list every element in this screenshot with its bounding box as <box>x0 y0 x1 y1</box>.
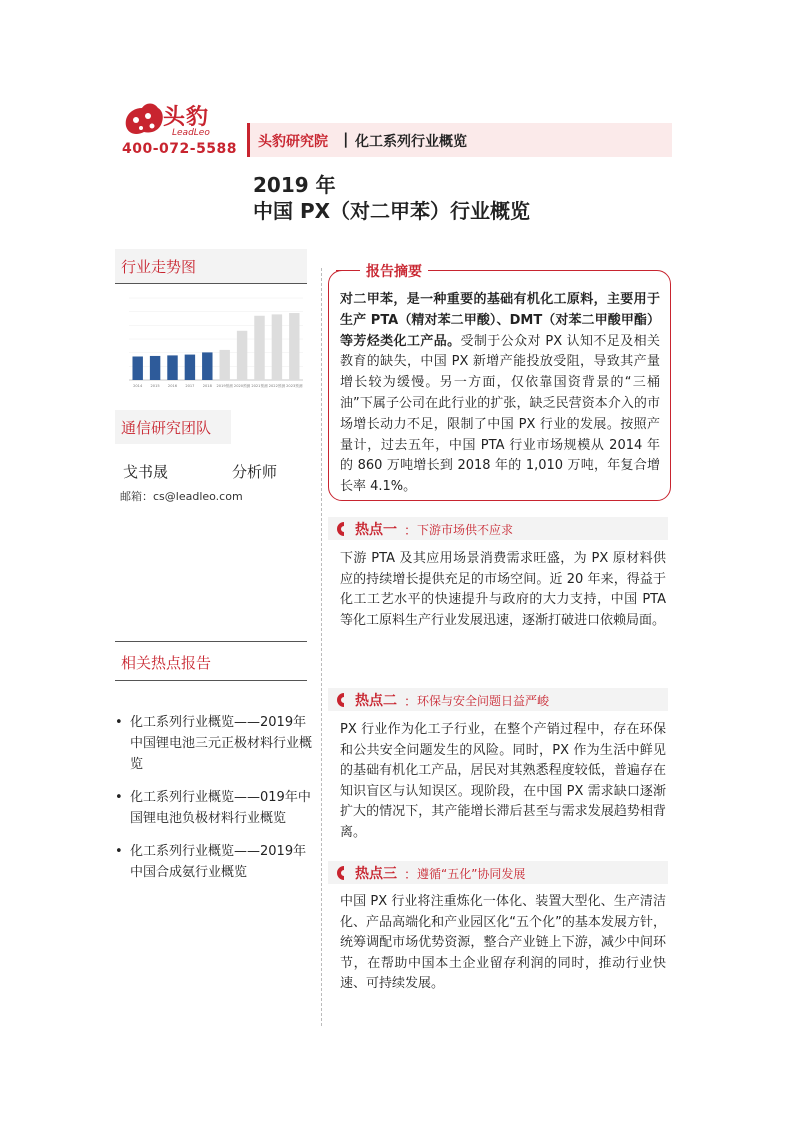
column-divider <box>321 268 322 1026</box>
trend-chart <box>115 292 307 392</box>
hotspot-1-topic: 下游市场供不应求 <box>417 523 514 537</box>
half-circle-marker-icon <box>332 692 348 708</box>
related-report-item[interactable]: • 化工系列行业概览——2019年中国锂电池三元正极材料行业概览 <box>115 712 315 775</box>
chart-bar <box>219 350 229 380</box>
hotspot-3-label: 热点三 <box>355 866 397 882</box>
chart-x-tick-label: 2022预测 <box>268 384 286 388</box>
chart-x-tick-label: 2014 <box>133 384 143 388</box>
hotspot-3-bar <box>328 861 668 884</box>
header-separator: | <box>343 130 349 148</box>
summary-label: 报告摘要 <box>360 261 428 281</box>
related-bottom-rule <box>115 680 307 681</box>
related-report-list <box>115 712 315 895</box>
hotspot-2-label: 热点二 <box>355 693 397 709</box>
analyst-role: 分析师 <box>232 463 278 481</box>
hotspot-2-text: PX 行业作为化工子行业，在整个产销过程中，存在环保和公共安全问题发生的风险。同时，PX 作为生活中鲜见的基础有机化工产品，居民对其熟悉程度较低，普遍存在知识盲区与认知误区。现阶段，在中国 PX 需求缺口逐渐扩大的情况下，其产能增长滞后甚至与需求发展趋势相背离。 <box>340 722 666 840</box>
header-bar <box>247 123 672 157</box>
title-year: 2019 年 <box>253 173 336 197</box>
hotspot-1-separator: ： <box>404 524 418 539</box>
chart-bar <box>254 316 264 380</box>
chart-x-tick-label: 2016 <box>167 384 178 388</box>
chart-bar <box>132 356 142 380</box>
chart-x-tick-label: 2015 <box>150 384 160 388</box>
half-circle-marker-icon <box>332 521 348 537</box>
chart-bar <box>167 355 177 380</box>
analyst-name: 戈书晟 <box>123 463 169 481</box>
chart-bar <box>150 356 160 380</box>
chart-x-tick-label: 2017 <box>185 384 195 388</box>
brand-name-cn: 头豹 <box>163 105 210 130</box>
summary-body-text: 受制于公众对 PX 认知不足及相关教育的缺失，中国 PX 新增产能投放受阻，导致其产量增长较为缓慢。另一方面，仅依靠国资背景的“三桶油”下属子公司在此行业的扩张，缺乏民营资本介入的市场增长动力不足，限制了中国 PX 行业的发展。按照产量计，过去五年，中国 PTA 行业市场规模从 2014 年的 860 万吨增长到 2018 年的 1,010 万吨，年复合增长率 4.1%。 <box>340 333 660 495</box>
brand-phone: 400-072-5588 <box>122 141 238 157</box>
hotspot-3-text: 中国 PX 行业将注重炼化一体化、装置大型化、生产清洁化、产品高端化和产业园区化“五个化”的基本发展方针，统筹调配市场优势资源，整合产业链上下游，减少中间环节，在帮助中国本土企业留存利润的同时，推动行业快速、可持续发展。 <box>340 894 666 992</box>
header-org: 头豹研究院 <box>258 134 328 150</box>
page-title: 中国 PX（对二甲苯）行业概览 <box>253 199 531 223</box>
chart-x-tick-label: 2021预测 <box>251 384 268 388</box>
hotspot-1-text: 下游 PTA 及其应用场景消费需求旺盛，为 PX 原材料供应的持续增长提供充足的市场空间。近 20 年来，得益于化工工艺水平的快速提升与政府的大力支持，中国 PTA 等化工原料生产行业发展迅速，逐渐打破进口依赖局面。 <box>340 551 666 628</box>
related-report-item[interactable]: • 化工系列行业概览——2019年中国合成氨行业概览 <box>115 841 315 883</box>
related-top-rule <box>115 641 307 642</box>
summary-bold-text: 对二甲苯，是一种重要的基础有机化工原料，主要用于生产 PTA（精对苯二甲酸）、DMT（对苯二甲酸甲酯）等芳烃类化工产品。 <box>340 292 660 349</box>
trend-heading-rule <box>115 283 307 284</box>
analyst-email: 邮箱：cs@leadleo.com <box>120 490 243 503</box>
related-heading: 相关热点报告 <box>115 645 307 679</box>
trend-heading: 行业走势图 <box>115 249 307 283</box>
chart-bar <box>289 313 299 380</box>
hotspot-3-topic: 遵循“五化”协同发展 <box>417 867 526 881</box>
chart-bar <box>185 355 195 380</box>
chart-bar <box>272 314 282 380</box>
hotspot-3-separator: ： <box>404 868 418 883</box>
chart-x-tick-label: 2020预测 <box>233 384 251 388</box>
chart-x-tick-label: 2019预测 <box>216 384 233 388</box>
chart-bar <box>237 331 247 380</box>
brand-name-en: LeadLeo <box>172 128 210 138</box>
related-report-item[interactable]: • 化工系列行业概览——019年中国锂电池负极材料行业概览 <box>115 787 315 829</box>
half-circle-marker-icon <box>332 865 348 881</box>
summary-text <box>340 290 660 498</box>
chart-x-tick-label: 2023预测 <box>286 384 303 388</box>
hotspot-2-bar <box>328 688 668 711</box>
hotspot-2-separator: ： <box>404 695 418 710</box>
chart-x-tick-label: 2018 <box>202 384 212 388</box>
hotspot-2-topic: 环保与安全问题日益严峻 <box>417 694 550 708</box>
hotspot-1-bar <box>328 517 668 540</box>
hotspot-1-label: 热点一 <box>355 522 397 538</box>
header-series: 化工系列行业概览 <box>355 134 467 150</box>
team-heading: 通信研究团队 <box>115 410 231 444</box>
chart-bar <box>202 352 212 380</box>
